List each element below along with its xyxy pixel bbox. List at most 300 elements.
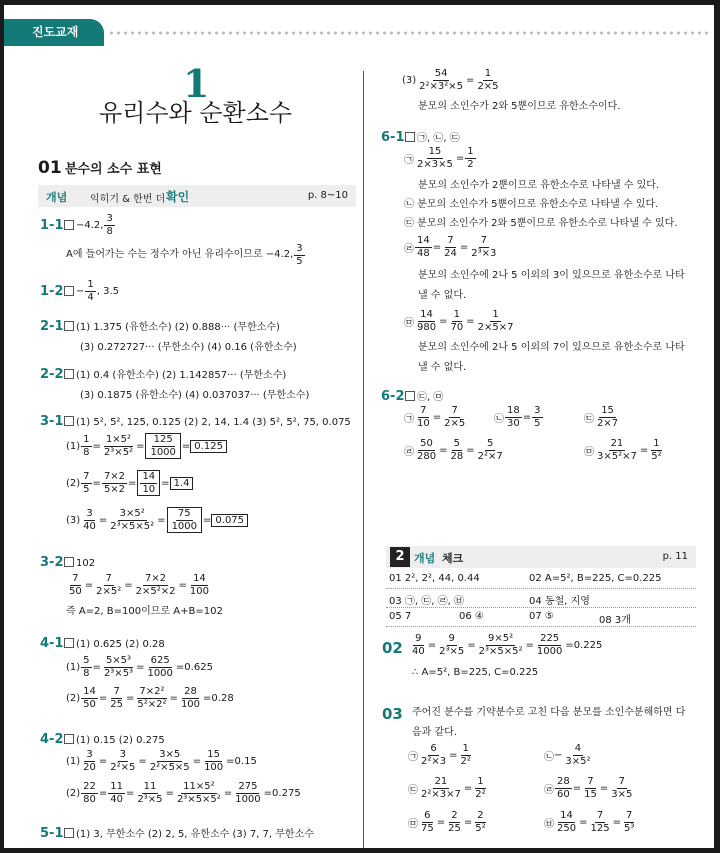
answer-box-icon bbox=[405, 132, 415, 142]
numerator: 5 bbox=[453, 438, 461, 449]
numerator: 7 bbox=[618, 776, 625, 787]
numerator: 1×5² bbox=[105, 434, 132, 445]
problem-number: 6-2 bbox=[381, 389, 405, 404]
denominator: 100 bbox=[189, 585, 209, 597]
section-heading bbox=[38, 158, 162, 178]
answer-box-icon bbox=[64, 828, 74, 838]
fraction bbox=[476, 309, 516, 333]
problem-number: 3-2 bbox=[40, 555, 64, 570]
numerator: 6 bbox=[430, 743, 437, 754]
problem-6-1-item1-solution: 분모의 소인수가 2뿐이므로 유한소수로 나타낼 수 있다. bbox=[418, 180, 660, 191]
numerator: 3×5 bbox=[159, 749, 181, 760]
numerator: 7 bbox=[587, 776, 594, 787]
result-value: 0.625 bbox=[184, 661, 213, 673]
fraction bbox=[419, 743, 448, 767]
denominator: 2³×5³ bbox=[103, 667, 134, 679]
denominator: 2²×3²×5 bbox=[419, 80, 464, 92]
denominator: 25 bbox=[110, 698, 124, 710]
item-label: ㉡ bbox=[494, 413, 504, 425]
fraction bbox=[417, 68, 465, 92]
fraction bbox=[465, 146, 475, 170]
fraction bbox=[108, 749, 137, 773]
subheader-concept: 개념 bbox=[46, 191, 68, 204]
problem-4-1-answer bbox=[40, 636, 165, 651]
problem-2-1-answer-line2: (3) 0.272727··· (무한소수) (4) 0.16 (유한소수) bbox=[80, 342, 297, 353]
fraction bbox=[294, 243, 304, 267]
denominator: 2 bbox=[467, 158, 474, 170]
chapter-title: 유리수와 순환소수 bbox=[99, 99, 293, 127]
question-03-item2 bbox=[544, 743, 594, 767]
numerator: 3 bbox=[86, 508, 93, 519]
numerator: 125 bbox=[153, 434, 173, 445]
problem-2-1-answer bbox=[40, 318, 280, 334]
sign: − bbox=[554, 749, 563, 761]
denominator: 5²×2² bbox=[137, 698, 167, 710]
numerator: 1 bbox=[453, 309, 461, 320]
result-value: 0.15 bbox=[234, 755, 257, 767]
item-label: ㉠ bbox=[408, 751, 418, 763]
problem-5-1-answer bbox=[40, 825, 314, 841]
question-03-item3: ㉢ $\frac{21}{\text{2²×3×7}}$ = $\frac{1}{\text{2²}}$ bbox=[408, 776, 486, 800]
fraction bbox=[145, 655, 174, 679]
fraction bbox=[94, 573, 123, 597]
denominator: 125 bbox=[590, 822, 610, 834]
check-answer-01: 01 2², 2², 44, 0.44 bbox=[389, 573, 480, 584]
fraction bbox=[81, 655, 91, 679]
problem-number: 3-1 bbox=[40, 414, 64, 429]
numerator: 54 bbox=[434, 68, 448, 79]
numerator: 21 bbox=[610, 438, 624, 449]
numerator: 5×5³ bbox=[105, 655, 132, 666]
denominator: 100 bbox=[204, 761, 224, 773]
answer-line: (1) 1.375 (유한소수) (2) 0.888··· (무한소수) bbox=[76, 322, 280, 333]
problem-3-1-row1: (1) $\frac{1}{8}$ = $\frac{\text{1×5²}}{\text{2³×5²}}$ = $\frac{125}{1000}$ = 0.125 bbox=[66, 433, 227, 459]
fraction bbox=[448, 438, 465, 462]
section-title: 분수의 소수 표현 bbox=[64, 162, 162, 177]
fraction bbox=[148, 749, 192, 773]
numerator: 21 bbox=[434, 776, 448, 787]
fraction bbox=[535, 633, 564, 657]
denominator: 2³×5×5² bbox=[176, 793, 221, 805]
problem-1-1-answer bbox=[40, 213, 116, 237]
denominator: 2²×5×5 bbox=[149, 761, 190, 773]
numerator: 275 bbox=[238, 781, 258, 792]
check-answer-08: 08 3개 bbox=[599, 615, 631, 626]
answer-text: , 3.5 bbox=[96, 285, 120, 297]
denominator: 2×5²×2 bbox=[135, 585, 176, 597]
fraction bbox=[415, 405, 432, 429]
numerator: 3 bbox=[106, 213, 113, 224]
denominator: 2³×3 bbox=[471, 247, 497, 259]
question-03-item4: ㉣ $\frac{28}{60}$ = $\frac{7}{15}$ = $\frac{7}{3\times 5}$ bbox=[544, 776, 633, 800]
denominator: 28 bbox=[450, 450, 464, 462]
check-answer-05: 05 7 bbox=[389, 611, 412, 622]
answer-box-icon bbox=[64, 286, 74, 296]
fraction bbox=[649, 438, 663, 462]
numerator: 14 bbox=[142, 471, 156, 482]
item-label: ㉣ bbox=[404, 446, 414, 458]
problem-4-2-row1: (1) $\frac{3}{20}$ = $\frac{3}{\text{2²×5}}$ = $\frac{3\times 5}{\text{2²×5×5}}$ = $\frac{15}{100}$ = 0.15 bbox=[66, 749, 257, 773]
subheader-practice: 익히기 & 한번 더 bbox=[90, 194, 166, 205]
denominator: 4 bbox=[87, 291, 94, 303]
fraction bbox=[175, 781, 223, 805]
denominator: 8 bbox=[83, 446, 90, 458]
fraction bbox=[437, 633, 466, 657]
fraction bbox=[179, 686, 202, 710]
denominator: 2² bbox=[475, 788, 486, 800]
item-label: (1) bbox=[66, 440, 81, 452]
numerator: 1 bbox=[492, 309, 499, 320]
problem-6-1-item1: ㉠ $\frac{15}{2\times 3\times 5}$ = $\frac{1}{2}$ bbox=[404, 146, 474, 170]
boxed-value: 1.4 bbox=[170, 477, 194, 490]
denominator: 50 bbox=[69, 585, 82, 597]
problem-number: 1-2 bbox=[40, 283, 64, 299]
numerator: 7 bbox=[420, 405, 427, 416]
problem-6-1-item5: ㉤ $\frac{14}{980}$ = $\frac{1}{70}$ = $\frac{1}{2\times 5\times 7}$ bbox=[404, 309, 514, 333]
problem-6-2-item2: ㉡ $\frac{18}{30}$ = $\frac{3}{5}$ bbox=[494, 405, 541, 429]
numerator: 15 bbox=[428, 146, 442, 157]
problem-4-2-row2: (2) $\frac{22}{80}$ = $\frac{11}{40}$ = $\frac{11}{\text{2³×5}}$ = $\frac{\text{11×5²}}{\text{2³×5×5²}}$ = $\frac{275}{1000}$ = 0.275 bbox=[66, 781, 301, 805]
fraction bbox=[81, 508, 98, 532]
problem-6-1-item2: ㉡ 분모의 소인수가 5뿐이므로 유한소수로 나타낼 수 있다. bbox=[404, 199, 659, 210]
fraction bbox=[415, 309, 438, 333]
fraction bbox=[595, 438, 639, 462]
denominator: 70 bbox=[450, 321, 464, 333]
boxed-value: 0.075 bbox=[211, 514, 248, 527]
fraction bbox=[473, 810, 487, 834]
problem-1-2-answer bbox=[40, 279, 119, 303]
denominator: 5² bbox=[475, 822, 486, 834]
problem-6-1-item4: ㉣ $\frac{14}{48}$ = $\frac{7}{24}$ = $\frac{7}{\text{2³×3}}$ bbox=[404, 235, 497, 259]
problem-6-2-item4: ㉣ $\frac{50}{280}$ = $\frac{5}{28}$ = $\frac{5}{\text{2²×7}}$ bbox=[404, 438, 503, 462]
check-separator bbox=[386, 626, 696, 627]
question-03-item1: ㉠ $\frac{6}{\text{2²×3}}$ = $\frac{1}{\text{2²}}$ bbox=[408, 743, 471, 767]
numerator: 14 bbox=[417, 235, 430, 246]
concept-subheader bbox=[38, 185, 356, 207]
numerator: 18 bbox=[507, 405, 520, 416]
fraction bbox=[622, 810, 636, 834]
fraction bbox=[415, 146, 455, 170]
numerator: 1 bbox=[462, 743, 469, 754]
denominator: 2²×3 bbox=[421, 755, 447, 767]
question-02-number: 02 bbox=[382, 639, 403, 657]
answer-box-icon bbox=[64, 416, 74, 426]
question-02-solution: ∴ A=5², B=225, C=0.225 bbox=[412, 667, 539, 678]
item-label: ㉢ bbox=[584, 413, 594, 425]
denominator: 1000 bbox=[536, 645, 563, 657]
item-label: ㉡ bbox=[544, 751, 554, 763]
problem-6-1-item5-solution-2: 낼 수 없다. bbox=[418, 362, 467, 373]
item-label: ㉠ bbox=[404, 413, 414, 425]
header-tab: 진도교재 bbox=[4, 19, 104, 46]
fraction bbox=[108, 686, 125, 710]
fraction bbox=[81, 434, 91, 458]
question-03-text: 주어진 분수를 기약분수로 고친 다음 분모를 소인수분해하면 다 bbox=[412, 707, 686, 718]
answer-box-icon bbox=[405, 391, 415, 401]
answer-box-icon bbox=[64, 369, 74, 379]
denominator: 8 bbox=[83, 667, 90, 679]
fraction bbox=[102, 655, 135, 679]
answer-text: ㉢, ㉤ bbox=[417, 392, 444, 403]
numerator: 1 bbox=[484, 68, 492, 79]
step-badge: 2 bbox=[390, 547, 410, 567]
check-answer-02: 02 A=5², B=225, C=0.225 bbox=[529, 573, 662, 584]
denominator: 2³×5×5² bbox=[478, 645, 523, 657]
denominator: 80 bbox=[83, 793, 96, 805]
check-title-concept: 개념 bbox=[414, 552, 436, 565]
numerator: 6 bbox=[424, 810, 431, 821]
chapter-number: 1 bbox=[183, 61, 210, 106]
fraction bbox=[459, 743, 473, 767]
denominator: 10 bbox=[142, 483, 156, 495]
page bbox=[4, 5, 714, 848]
denominator: 8 bbox=[106, 225, 113, 237]
answer-text: (1) 3, 무한소수 (2) 2, 5, 유한소수 (3) 7, 7, 무한소수 bbox=[76, 829, 314, 840]
denominator: 5² bbox=[651, 450, 662, 462]
problem-number: 2-1 bbox=[40, 319, 64, 334]
problem-3-2-solution: 즉 A=2, B=100이므로 A+B=102 bbox=[66, 606, 223, 617]
numerator: 3×5² bbox=[119, 508, 145, 519]
numerator: 28 bbox=[557, 776, 570, 787]
fraction bbox=[233, 781, 262, 805]
problem-number: 4-1 bbox=[40, 636, 64, 651]
fraction bbox=[102, 434, 135, 458]
subheader-pages: p. 8~10 bbox=[307, 190, 348, 201]
answer-box-icon bbox=[64, 557, 74, 567]
numerator: 7 bbox=[72, 573, 79, 584]
column-divider bbox=[363, 71, 364, 848]
problem-2-2-answer-line2: (3) 0.1875 (유한소수) (4) 0.037037··· (무한소수) bbox=[80, 390, 310, 401]
fraction bbox=[134, 573, 178, 597]
fraction bbox=[81, 781, 98, 805]
answer-text: −4.2, bbox=[76, 219, 104, 231]
numerator: 9×5² bbox=[488, 633, 514, 644]
problem-2-2-answer bbox=[40, 366, 286, 382]
numerator: 7 bbox=[83, 471, 90, 482]
numerator: 15 bbox=[207, 749, 220, 760]
problem-3-2-answer bbox=[40, 555, 95, 570]
numerator: 5 bbox=[83, 655, 90, 666]
problem-number: 4-2 bbox=[40, 732, 64, 747]
problem-6-1-item5-solution: 분모의 소인수에 2나 5 이외의 7이 있으므로 유한소수로 나타 bbox=[418, 342, 685, 353]
numerator: 625 bbox=[150, 655, 170, 666]
denominator: 2²×7 bbox=[477, 450, 503, 462]
fraction bbox=[446, 810, 463, 834]
fraction bbox=[135, 781, 164, 805]
numerator: 11×5² bbox=[183, 781, 215, 792]
numerator: 4 bbox=[574, 743, 582, 754]
denominator: 24 bbox=[444, 247, 457, 259]
denominator: 1000 bbox=[171, 520, 198, 532]
denominator: 250 bbox=[557, 822, 577, 834]
check-separator bbox=[386, 588, 696, 589]
numerator: 2 bbox=[451, 810, 458, 821]
numerator: 14 bbox=[83, 686, 96, 697]
answer-text: (1) 0.625 (2) 0.28 bbox=[76, 639, 165, 650]
fraction bbox=[555, 810, 578, 834]
denominator: 100 bbox=[180, 698, 201, 710]
item-label: (2) bbox=[66, 787, 81, 799]
denominator: 2² bbox=[460, 755, 471, 767]
answer-sign: − bbox=[76, 285, 85, 297]
fraction bbox=[595, 405, 620, 429]
numerator: 7 bbox=[451, 405, 458, 416]
denominator: 1000 bbox=[150, 446, 176, 458]
denominator: 2×3×5 bbox=[417, 158, 453, 170]
check-page: p. 11 bbox=[662, 551, 688, 562]
fraction bbox=[81, 749, 98, 773]
fraction bbox=[563, 743, 592, 767]
denominator: 2×5×7 bbox=[477, 321, 514, 333]
numerator: 75 bbox=[177, 508, 191, 519]
fraction bbox=[188, 573, 211, 597]
numerator: 7 bbox=[447, 235, 454, 246]
problem-3-1-row3: (3) $\frac{3}{40}$ = $\frac{\text{3×5²}}{\text{2³×5×5²}}$ = $\frac{75}{1000}$ = 0.075 bbox=[66, 507, 248, 533]
fraction bbox=[448, 309, 465, 333]
denominator: 2²×3×7 bbox=[421, 788, 461, 800]
denominator: 2×5 bbox=[444, 417, 466, 429]
subheader-check: 확인 bbox=[166, 190, 190, 204]
answer-text: 102 bbox=[76, 558, 96, 569]
problem-number: 5-1 bbox=[40, 826, 64, 841]
item-label: ㉥ bbox=[544, 818, 554, 830]
denominator: 5 bbox=[534, 417, 541, 429]
problem-3-2-equation: $\frac{7}{50}$ = $\frac{7}{\text{2×5²}}$ = $\frac{7\times 2}{\text{2×5²×2}}$ = $\frac{14}{100}$ bbox=[69, 573, 209, 597]
denominator: 2³×5² bbox=[103, 446, 134, 458]
numerator: 9 bbox=[448, 633, 455, 644]
denominator: 30 bbox=[507, 417, 520, 429]
problem-3-1-answer bbox=[40, 414, 351, 429]
answer-line: (1) 0.4 (유한소수) (2) 1.142857··· (무한소수) bbox=[76, 370, 287, 381]
problem-number: 6-1 bbox=[381, 130, 405, 145]
denominator: 1000 bbox=[235, 793, 261, 805]
fraction bbox=[104, 213, 114, 237]
item-label: ㉣ bbox=[404, 243, 414, 255]
numerator: 3 bbox=[86, 749, 93, 760]
denominator: 10 bbox=[417, 417, 430, 429]
item-label: (3) bbox=[402, 74, 417, 86]
numerator: 50 bbox=[420, 438, 433, 449]
boxed-value: 0.125 bbox=[190, 440, 227, 453]
item-label: ㉤ bbox=[584, 446, 594, 458]
fraction bbox=[555, 776, 572, 800]
concept-check-header bbox=[386, 546, 696, 568]
check-answer-06: 06 ④ bbox=[459, 611, 484, 622]
problem-6-1-item4-solution-2: 낼 수 없다. bbox=[418, 290, 467, 301]
problem-number: 1-1 bbox=[40, 217, 64, 233]
numerator: 2 bbox=[477, 810, 484, 821]
numerator: 3 bbox=[296, 243, 303, 254]
numerator: 7 bbox=[625, 810, 633, 821]
item-label: (1) bbox=[66, 755, 81, 767]
denominator: 5 bbox=[83, 483, 90, 495]
solution-text: A에 들어가는 수는 정수가 아닌 유리수이므로 −4.2, bbox=[66, 249, 294, 260]
denominator: 5×2 bbox=[103, 483, 126, 495]
numerator: 3 bbox=[119, 749, 127, 760]
numerator: 5 bbox=[486, 438, 494, 449]
fraction bbox=[582, 776, 599, 800]
denominator: 2×7 bbox=[597, 417, 619, 429]
check-answer-04: 04 동철, 지영 bbox=[529, 596, 590, 607]
fraction bbox=[505, 405, 522, 429]
fraction bbox=[588, 810, 611, 834]
check-answer-07: 07 ⑤ bbox=[529, 611, 554, 622]
numerator: 15 bbox=[601, 405, 614, 416]
numerator: 1 bbox=[653, 438, 660, 449]
denominator: 60 bbox=[557, 788, 570, 800]
fraction bbox=[67, 573, 84, 597]
fraction bbox=[415, 235, 432, 259]
denominator: 2³×5 bbox=[137, 793, 163, 805]
problem-6-2-answer bbox=[381, 388, 443, 404]
question-03-number: 03 bbox=[382, 705, 403, 723]
denominator: 40 bbox=[110, 793, 124, 805]
fraction bbox=[415, 438, 438, 462]
problem-4-1-row1: (1) $\frac{5}{8}$ = $\frac{\text{5×5³}}{\text{2³×5³}}$ = $\frac{625}{1000}$ = 0.625 bbox=[66, 655, 213, 679]
answer-text: ㉠, ㉡, ㉢ bbox=[417, 133, 460, 144]
fraction bbox=[442, 405, 467, 429]
fraction bbox=[419, 810, 436, 834]
problem-6-1-answer bbox=[381, 129, 460, 145]
item-label: (1) bbox=[66, 661, 81, 673]
denominator: 50 bbox=[83, 698, 96, 710]
problem-6-1-item4-solution: 분모의 소인수에 2나 5 이외의 3이 있으므로 유한소수로 나타 bbox=[418, 270, 685, 281]
fraction bbox=[469, 235, 498, 259]
item-label: ㉣ bbox=[544, 784, 554, 796]
question-03-item6: ㉥ $\frac{14}{250}$ = $\frac{7}{125}$ = $\frac{7}{\text{5³}}$ bbox=[544, 810, 635, 834]
problem-6-2-item1: ㉠ $\frac{7}{10}$ = $\frac{7}{2\times 5}$ bbox=[404, 405, 466, 429]
fraction bbox=[609, 776, 634, 800]
fraction bbox=[102, 471, 127, 495]
problem-6-2-item3 bbox=[584, 405, 621, 429]
answer-text: (1) 0.15 (2) 0.275 bbox=[76, 735, 165, 746]
fraction bbox=[85, 279, 95, 303]
problem-3-1-row2: (2) $\frac{7}{5}$ = $\frac{7\times 2}{5\times 2}$ = $\frac{14}{10}$ = 1.4 bbox=[66, 470, 193, 496]
numerator: 1 bbox=[477, 776, 484, 787]
denominator: 75 bbox=[421, 822, 434, 834]
problem-6-1-item3: ㉢ 분모의 소인수가 2와 5뿐이므로 유한소수로 나타낼 수 있다. bbox=[404, 218, 678, 229]
denominator: 980 bbox=[417, 321, 437, 333]
fraction bbox=[202, 749, 225, 773]
problem-1-1-solution bbox=[66, 243, 306, 267]
answer-box-icon bbox=[64, 638, 74, 648]
fraction bbox=[477, 633, 525, 657]
item-label: (2) bbox=[66, 477, 81, 489]
denominator: 2²×5 bbox=[110, 761, 136, 773]
fraction bbox=[81, 686, 98, 710]
problem-6-2-item5: ㉤ $\frac{21}{\text{3×5²×7}}$ = $\frac{1}{\text{5²}}$ bbox=[584, 438, 662, 462]
numerator: 11 bbox=[110, 781, 124, 792]
numerator: 7×2² bbox=[139, 686, 165, 697]
denominator: 15 bbox=[584, 788, 597, 800]
numerator: 28 bbox=[184, 686, 197, 697]
fraction bbox=[108, 781, 125, 805]
denominator: 3×5² bbox=[565, 755, 591, 767]
denominator: 2³×5 bbox=[439, 645, 465, 657]
denominator: 1000 bbox=[147, 667, 173, 679]
problem-number: 2-2 bbox=[40, 367, 64, 382]
fraction bbox=[442, 235, 459, 259]
numerator: 7×2 bbox=[103, 471, 126, 482]
numerator: 7×2 bbox=[145, 573, 167, 584]
numerator: 14 bbox=[560, 810, 573, 821]
numerator: 225 bbox=[540, 633, 560, 644]
denominator: 40 bbox=[412, 645, 425, 657]
fraction bbox=[419, 776, 463, 800]
numerator: 14 bbox=[193, 573, 206, 584]
numerator: 7 bbox=[113, 686, 120, 697]
item-label: ㉤ bbox=[404, 317, 414, 329]
